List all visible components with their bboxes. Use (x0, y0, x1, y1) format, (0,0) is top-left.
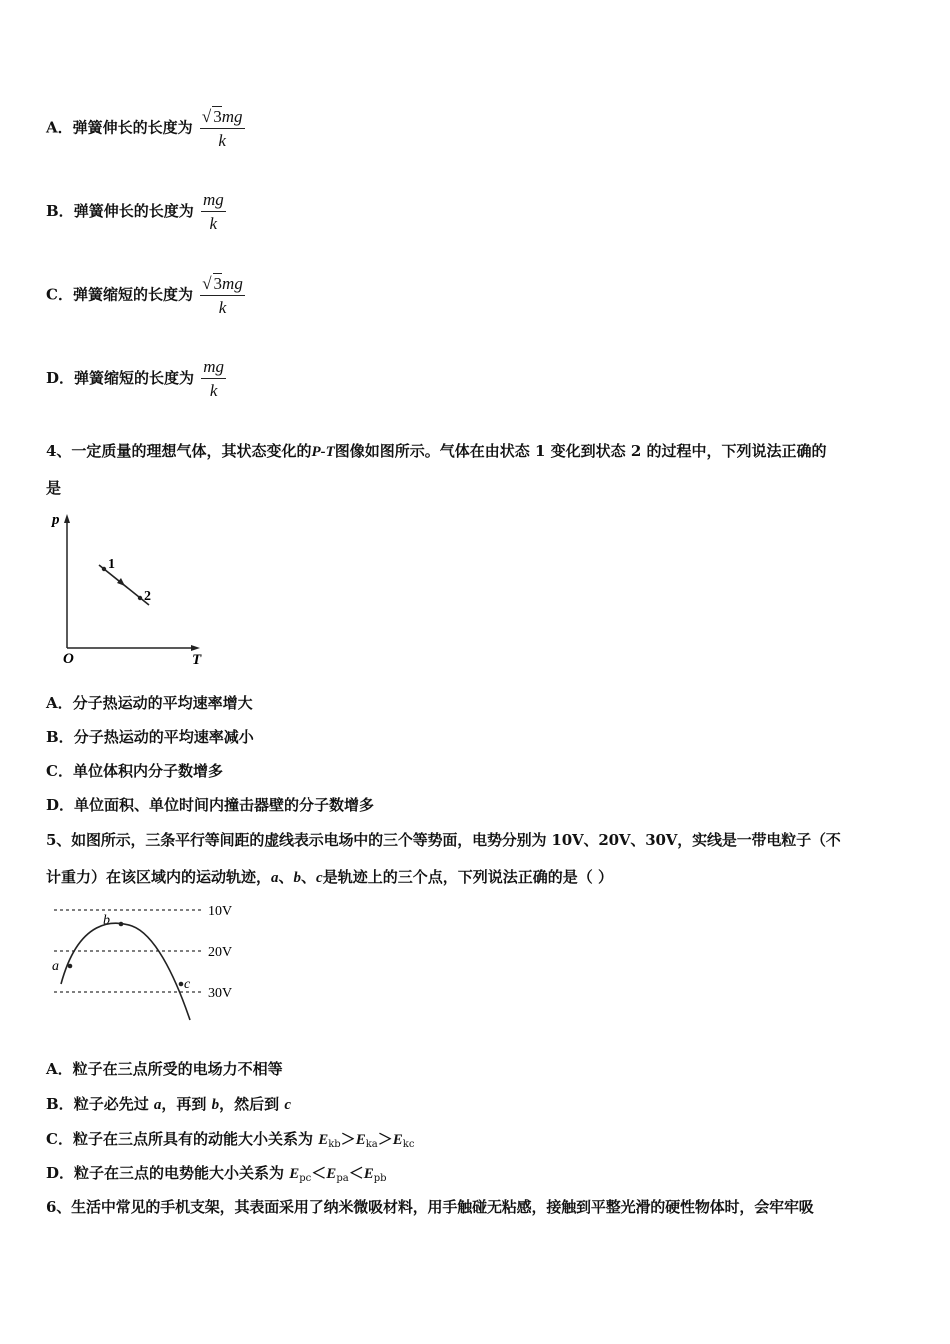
point-c (179, 982, 184, 987)
q4-pt-graph (44, 506, 214, 671)
q6-stem: 6、生活中常见的手机支架，其表面采用了纳米微吸材料，用手触碰无粘感，接触到平整光滑的硬性物体时，会牢牢吸 (46, 1198, 814, 1216)
point-b (119, 922, 124, 927)
q5-option-b: B．粒子必先过 a，再到 b，然后到 c (46, 1095, 292, 1113)
q5-option-a: A．粒子在三点所受的电场力不相等 (46, 1060, 283, 1078)
q4-stem-line2: 是 (46, 479, 62, 497)
p-axis-label: p (52, 512, 60, 528)
t-axis-arrow (191, 645, 200, 651)
q3-option-c-fraction: $\frac{√ 3mg}{k}$ (202, 274, 243, 317)
q3-option-a-fraction: $\frac{√ 3mg}{k}$ (201, 107, 243, 150)
q3-option-c: C．弹簧缩短的长度为 $\frac{√ 3mg}{k}$ (46, 274, 243, 317)
label-20v: 20V (208, 945, 233, 960)
label-c: c (184, 977, 191, 992)
q5-stem: 5、如图所示，三条平行等间距的虚线表示电场中的三个等势面，电势分别为 10V、20V、30V，实线是一带电粒子（不 (46, 831, 841, 849)
q3-option-b: B．弹簧伸长的长度为 $\frac{mg}{k}$ (46, 190, 224, 233)
label-30v: 30V (208, 986, 233, 1001)
q4-option-b: B．分子热运动的平均速率减小 (46, 728, 254, 746)
p-axis-arrow (64, 514, 70, 523)
label-10v: 10V (208, 904, 233, 919)
q4-option-c: C．单位体积内分子数增多 (46, 762, 223, 780)
origin-label: O (63, 651, 74, 667)
q5-field-graph (44, 898, 254, 1026)
state-2-point (138, 596, 142, 600)
q5-option-c: C．粒子在三点所具有的动能大小关系为 $E_{kb}>E_{ka}>E_{kc}$ (46, 1130, 415, 1150)
q4-option-d: D．单位面积、单位时间内撞击器壁的分子数增多 (46, 796, 375, 814)
label-a: a (52, 959, 59, 974)
point-a (68, 964, 73, 969)
state-1-label: 1 (108, 557, 115, 572)
q3-option-d-fraction: $\frac{mg}{k}$ (203, 357, 225, 400)
q3-option-a: A．弹簧伸长的长度为 $\frac{√ 3mg}{k}$ (46, 107, 243, 150)
particle-trajectory (61, 923, 190, 1020)
q4-stem: 4、一定质量的理想气体，其状态变化的P-T图像如图所示。气体在由状态 1 变化到状态 2 的过程中，下列说法正确的 (46, 442, 827, 460)
t-axis-label: T (192, 652, 202, 668)
q5-option-d: D．粒子在三点的电势能大小关系为 $E_{pc}<E_{pa}<E_{pb}$ (46, 1164, 387, 1184)
state-1-point (102, 567, 106, 571)
q4-option-a: A．分子热运动的平均速率增大 (46, 694, 253, 712)
q5-stem-line2: 计重力）在该区域内的运动轨迹，a、b、c是轨迹上的三个点，下列说法正确的是（ ） (46, 868, 613, 886)
process-arrow (117, 578, 125, 586)
state-2-label: 2 (144, 589, 151, 604)
label-b: b (103, 913, 110, 928)
q3-option-d: D．弹簧缩短的长度为 $\frac{mg}{k}$ (46, 357, 225, 400)
q3-option-b-fraction: $\frac{mg}{k}$ (202, 190, 224, 233)
